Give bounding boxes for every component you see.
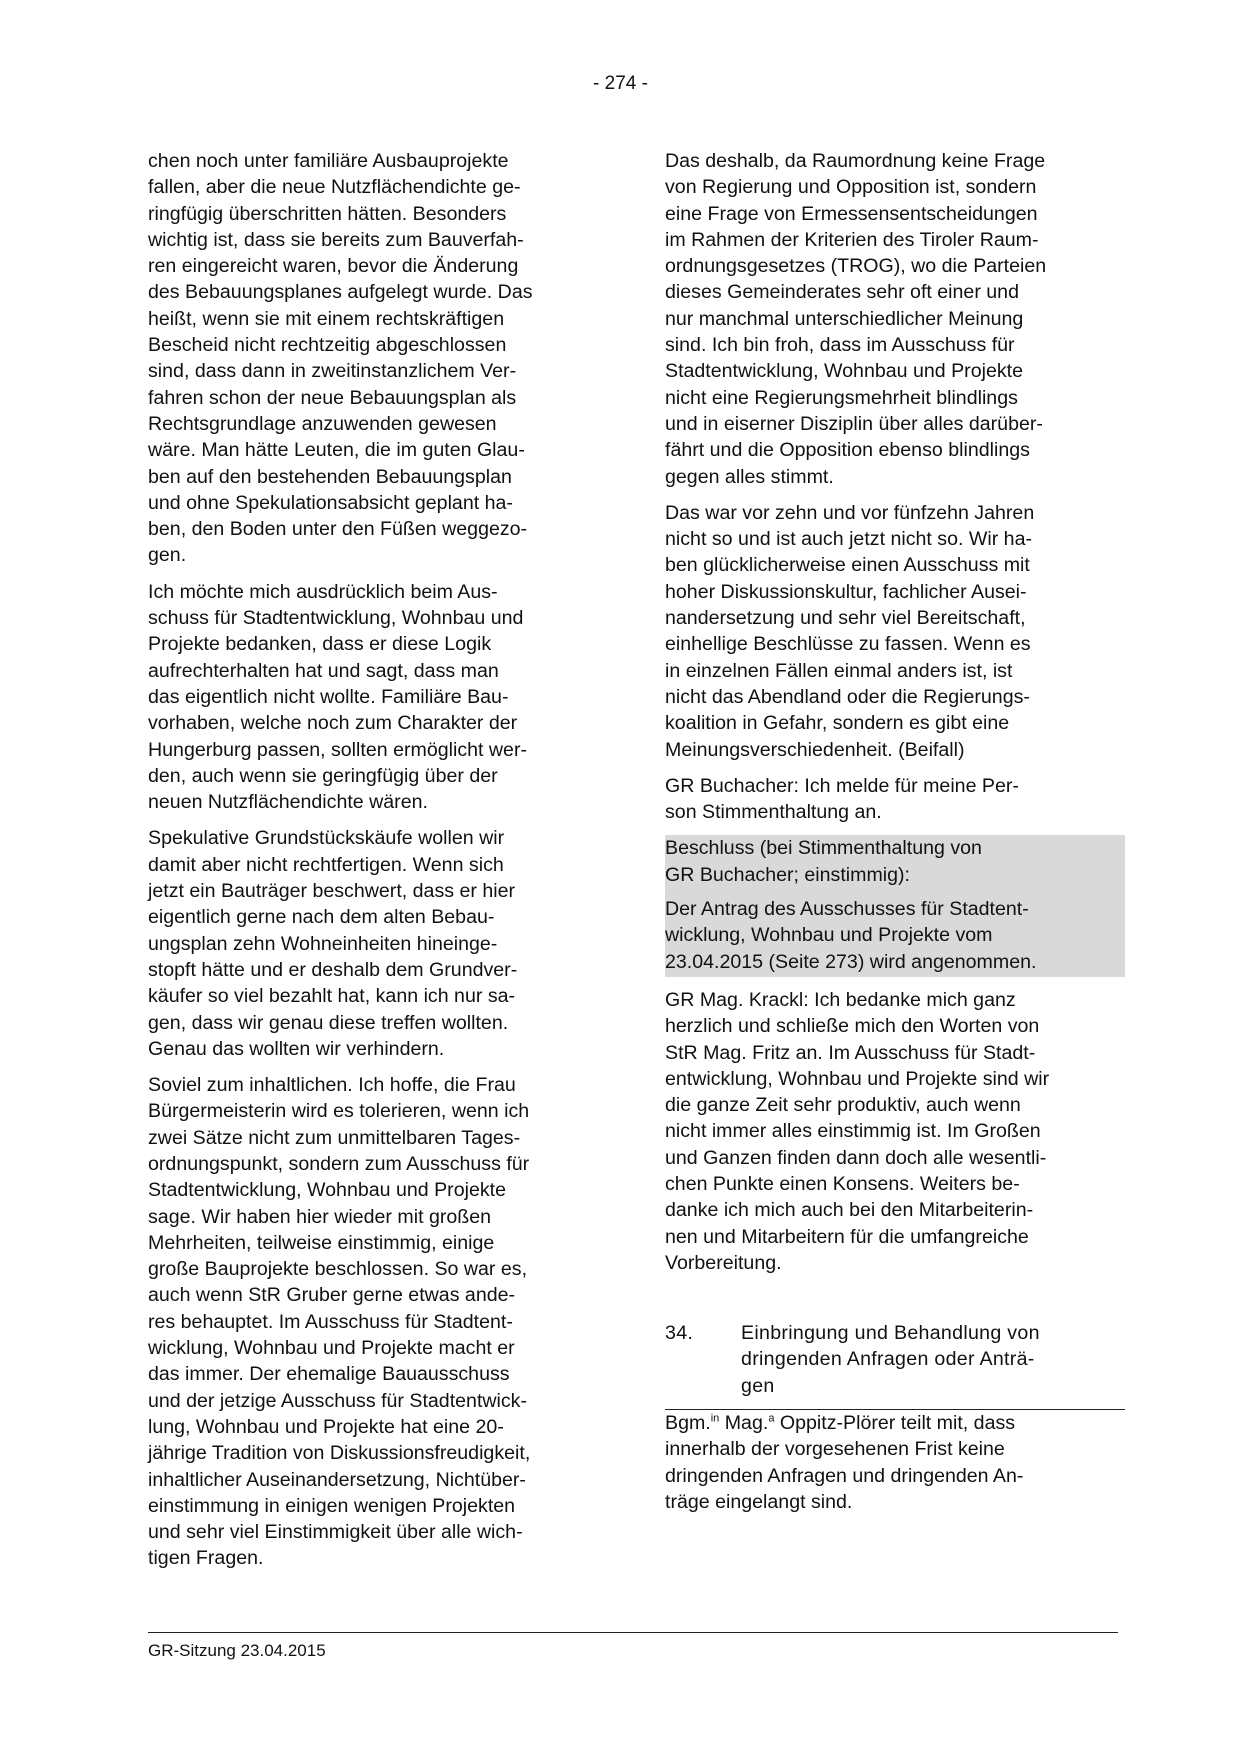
resolution-box [665, 835, 1125, 976]
paragraph: GR Mag. Krackl: Ich bedanke mich ganz herzlich und schließe mich den Worten von StR Mag. Fritz an. Im Ausschuss für Stadt- entwicklung, Wohnbau und Projekte sind wir die ganze Zeit sehr produktiv, auch wenn nicht immer alles einstimmig ist. Im Großen und Ganzen finden dann doch alle wesentli- chen Punkte einen Konsens. Weiters be- danke ich mich auch bei den Mitarbeiterin- nen und Mitarbeitern für die umfangreiche Vorbereitung. [665, 988, 1050, 1274]
page-number: - 274 - [593, 73, 648, 94]
speaker-prefix: Bgm. [665, 1412, 711, 1435]
resolution-heading: Beschluss (bei Stimmenthaltung von GR Buchacher; einstimmig): [665, 837, 982, 886]
agenda-item-heading [665, 1320, 1125, 1410]
right-column [665, 148, 1125, 1525]
speaker-title-superscript: a [768, 1412, 775, 1425]
speaker-title: Mag. [719, 1412, 769, 1435]
agenda-item-number: 34. [665, 1322, 694, 1345]
agenda-item-title: Einbringung und Behandlung von dringenden Anfragen oder Anträ- gen [741, 1322, 1040, 1397]
left-column [148, 148, 590, 1582]
paragraph: Das deshalb, da Raumordnung keine Frage von Regierung und Opposition ist, sondern eine Frage von Ermessensentscheidungen im Rahmen der Kriterien des Tiroler Raum- ordnungsgesetzes (TROG), wo die Parteien dieses Gemeinderates sehr oft einer und nur manchmal unterschiedlicher Meinung sind. Ich bin froh, dass im Ausschuss für Stadtentwicklung, Wohnbau und Projekte nicht eine Regierungsmehrheit blindlings und in eiserner Disziplin über alles darüber- fährt und die Opposition ebenso blindlings gegen alles stimmt. [665, 150, 1047, 488]
speaker-prefix-superscript: in [710, 1412, 720, 1425]
resolution-text: Der Antrag des Ausschusses für Stadtent- wicklung, Wohnbau und Projekte vom 23.04.2015 (Seite 273) wird angenommen. [665, 898, 1037, 973]
paragraph: Soviel zum inhaltlichen. Ich hoffe, die Frau Bürgermeisterin wird es tolerieren, wenn ich zwei Sätze nicht zum unmittelbaren Tages- ordnungspunkt, sondern zum Ausschuss für Stadtentwicklung, Wohnbau und Projekte sage. Wir haben hier wieder mit großen Mehrheiten, teilweise einstimmig, einige große Bauprojekte beschlossen. So war es, auch wenn StR Gruber gerne etwas ande- res behauptet. Im Ausschuss für Stadtent- wicklung, Wohnbau und Projekte macht er das immer. Der ehemalige Bauausschuss und der jetzige Ausschuss für Stadtentwick- lung, Wohnbau und Projekte hat eine 20- jährige Tradition von Diskussionsfreudigkeit, inhaltlicher Auseinandersetzung, Nichtüber- einstimmung in einigen wenigen Projekten und sehr viel Einstimmigkeit über alle wich- tigen Fragen. [148, 1074, 531, 1570]
paragraph: Spekulative Grundstückskäufe wollen wir damit aber nicht rechtfertigen. Wenn sich jetzt ein Bauträger beschwert, dass er hier eigentlich gerne nach dem alten Bebau- ungsplan zehn Wohneinheiten hineinge- stopft hätte und er deshalb dem Grundver- käufer so viel bezahlt hat, kann ich nur sa- gen, dass wir genau diese treffen wollten. Genau das wollten wir verhindern. [148, 827, 518, 1060]
paragraph: chen noch unter familiäre Ausbauprojekte fallen, aber die neue Nutzflächendichte ge- ringfügig überschritten hätten. Besonders wichtig ist, dass sie bereits zum Bauverfah- ren eingereicht waren, bevor die Änderung des Bebauungsplanes aufgelegt wurde. Das heißt, wenn sie mit einem rechtskräftigen Bescheid nicht rechtzeitig abgeschlossen sind, dass dann in zweitinstanzlichem Ver- fahren schon der neue Bebauungsplan als Rechtsgrundlage anzuwenden gewesen wäre. Man hätte Leuten, die im guten Glau- ben auf den bestehenden Bebauungsplan und ohne Spekulationsabsicht geplant ha- ben, den Boden unter den Füßen weggezo- gen. [148, 150, 533, 567]
footer-session-date: GR-Sitzung 23.04.2015 [148, 1641, 326, 1660]
paragraph: Das war vor zehn und vor fünfzehn Jahren nicht so und ist auch jetzt nicht so. Wir ha- ben glücklicherweise einen Ausschuss mit hoher Diskussionskultur, fachlicher Ausei- nandersetzung und sehr viel Bereitschaft, einhellige Beschlüsse zu fassen. Wenn es in einzelnen Fällen einmal anders ist, ist nicht das Abendland oder die Regierungs- koalition in Gefahr, sondern es gibt eine Meinungsverschiedenheit. (Beifall) [665, 501, 1035, 761]
announcement-text: Oppitz-Plörer teilt mit, dass innerhalb der vorgesehenen Frist keine dringenden Anfragen und dringenden An- träge eingelangt sind. [665, 1412, 1024, 1513]
footer-divider [148, 1632, 1118, 1633]
paragraph: GR Buchacher: Ich melde für meine Per- son Stimmenthaltung an. [665, 774, 1019, 824]
paragraph: Ich möchte mich ausdrücklich beim Aus- schuss für Stadtentwicklung, Wohnbau und Projekte bedanken, dass er diese Logik aufrechterhalten hat und sagt, dass man das eigentlich nicht wollte. Familiäre Bau- vorhaben, welche noch zum Charakter der Hungerburg passen, sollten ermöglicht wer- den, auch wenn sie geringfügig über der neuen Nutzflächendichte wären. [148, 580, 527, 814]
announcement [665, 1410, 1125, 1515]
